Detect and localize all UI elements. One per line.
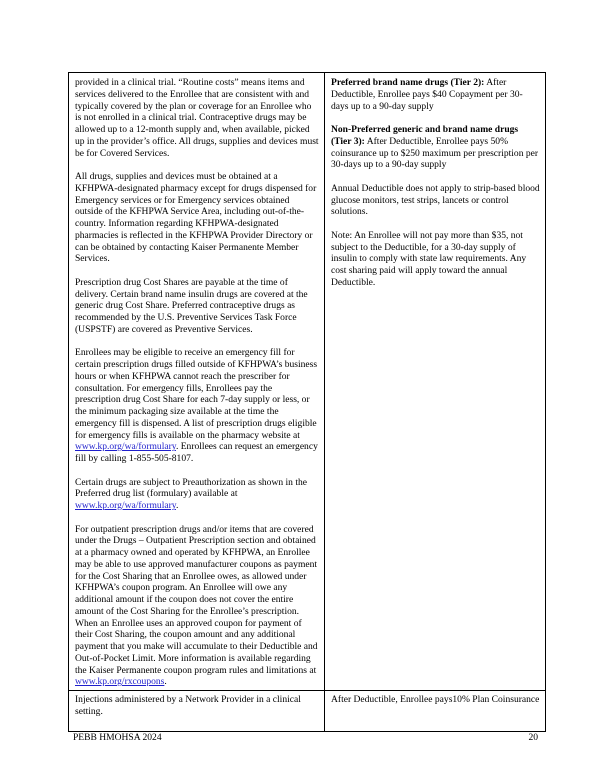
emergency-fill-text: Enrollees may be eligible to receive an emergency fill for certain prescription drugs filled outside of KFHPWA’s business hours or when KFHPWA cannot reach the prescriber for consultation. For emergency fills, Enrollees pay the prescription drug Cost Share for each 7-day supply or less, or the minimum packaging size available at the time the emergency fill is dispensed. A list of prescription drugs eligible for emergency fills is available on the pharmacy website at (75, 347, 318, 441)
tier2-text: After Deductible, Enrollee pays $40 Copayment per 30-days up to a 90-day supply (331, 77, 523, 112)
preauthorization-text-end: . (175, 500, 179, 511)
tier3-text: After Deductible, Enrollee pays 50% coinsurance up to $250 maximum per prescription per 30-days up to a 90-day supply (331, 135, 539, 171)
deductible-note: Annual Deductible does not apply to strip-based blood glucose monitors, test strips, lancets or control solutions. (331, 182, 540, 218)
table-row-prescription-drugs (69, 73, 546, 691)
injections-cost-share: After Deductible, Enrollee pays10% Plan Coinsurance (325, 691, 546, 732)
footer-page-number: 20 (528, 732, 538, 743)
tier3-paragraph (331, 124, 540, 171)
injections-description: Injections administered by a Network Provider in a clinical setting. (69, 691, 325, 732)
table-row-injections (69, 691, 546, 732)
rxcoupons-link[interactable]: www.kp.org/rxcoupons (75, 676, 165, 688)
footer-document-name: PEBB HMOHSA 2024 (73, 732, 162, 743)
emergency-fill-paragraph (75, 347, 319, 465)
insulin-note: Note: An Enrollee will not pay more than $35, not subject to the Deductible, for a 30-day supply of insulin to comply with state law requirements. Any cost sharing paid will apply toward the annual Deductible. (331, 229, 527, 288)
benefits-table (68, 72, 546, 732)
pharmacy-paragraph: All drugs, supplies and devices must be obtained at a KFHPWA-designated pharmacy except for drugs dispensed for Emergency services or for Emergency services obtained outside of the KFHPWA Service Area, including out-of-the-country. Information regarding KFHPWA-designated pharmacies is reflected in the KFHPWA Provider Directory or can be obtained by contacting Kaiser Permanente Member Services. (75, 171, 317, 265)
emergency-fill-text-end: . Enrollees can request an emergency fill by calling 1-855-505-8107. (75, 441, 318, 464)
coupon-text-end: . (164, 676, 167, 688)
preauthorization-text: Certain drugs are subject to Preauthorization as shown in the Preferred drug list (formulary) available at (75, 476, 307, 500)
tier2-paragraph (331, 77, 540, 112)
coupon-paragraph (75, 524, 319, 689)
cost-shares-paragraph: Prescription drug Cost Shares are payable at the time of delivery. Certain brand name insulin drugs are covered at the generic drug Cost Share. Preferred contraceptive drugs as recommended by the U.S. Preventive Services Task Force (USPSTF) are covered as Preventive Services. (75, 276, 308, 335)
tier3-label: Non-Preferred generic and brand name drugs (Tier 3): (331, 124, 519, 147)
formulary-link[interactable]: www.kp.org/wa/formulary (75, 441, 176, 453)
preauthorization-paragraph (75, 477, 319, 512)
cost-share-cell (325, 73, 546, 691)
description-cell (69, 73, 325, 691)
tier2-label: Preferred brand name drugs (Tier 2): (331, 77, 485, 88)
clinical-trial-paragraph: provided in a clinical trial. “Routine costs” means items and services delivered to the Enrollee that are consistent with and typically covered by the plan or coverage for an Enrollee who is not enrolled in a clinical trial. Contraceptive drugs may be allowed up to a 12-month supply and, when available, picked up in the provider’s office. All drugs, supplies and devices must be for Covered Services. (75, 77, 319, 159)
coupon-text: For outpatient prescription drugs and/or items that are covered under the Drugs – Outpatient Prescription section and obtained at a pharmacy owned and operated by KFHPWA, an Enrollee may be able to use approved manufacturer coupons as payment for the Cost Sharing that an Enrollee owes, as allowed under KFHPWA’s coupon program. An Enrollee will owe any additional amount if the coupon does not cover the entire amount of the Cost Sharing for the Enrollee’s prescription. When an Enrollee uses an approved coupon for payment of their Cost Sharing, the coupon amount and any additional payment that you make will accumulate to their Deductible and Out-of-Pocket Limit. More information is available regarding the Kaiser Permanente coupon program rules and limitations at (75, 523, 318, 676)
preferred-drug-list-link[interactable]: www.kp.org/wa/formulary (75, 500, 176, 511)
